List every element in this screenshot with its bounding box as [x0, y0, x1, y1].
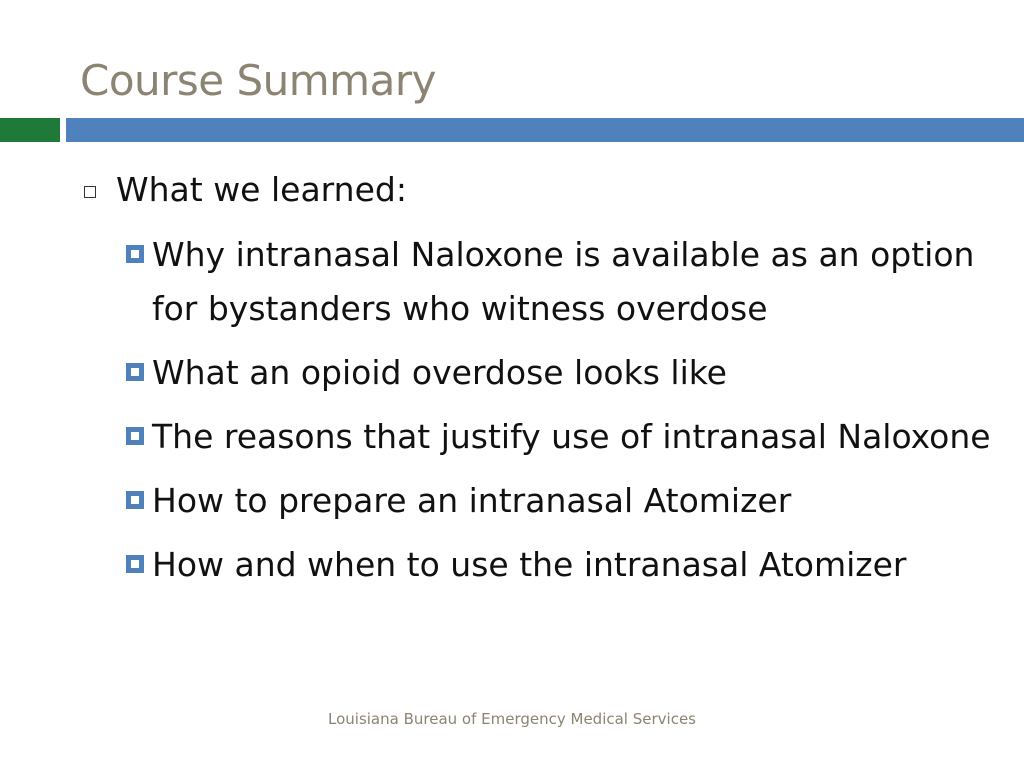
sub-bullet-text: The reasons that justify use of intranasal Naloxone [152, 417, 991, 456]
sub-bullet-text: How to prepare an intranasal Atomizer [152, 481, 792, 520]
sub-bullet-text: What an opioid overdose looks like [152, 353, 727, 392]
green-accent-bar [0, 118, 60, 142]
sub-bullet-item [120, 410, 1000, 464]
hollow-square-icon [84, 186, 96, 198]
sub-bullet-list [120, 228, 1000, 602]
blue-accent-bar [66, 118, 1024, 142]
blue-square-bullet-icon [126, 555, 144, 573]
blue-square-bullet-icon [126, 245, 144, 263]
blue-square-bullet-icon [126, 491, 144, 509]
blue-square-bullet-icon [126, 363, 144, 381]
sub-bullet-item [120, 228, 1000, 336]
footer-text: Louisiana Bureau of Emergency Medical Services [328, 710, 696, 728]
sub-bullet-item [120, 474, 1000, 528]
bullet-text: What we learned: [116, 170, 407, 209]
sub-bullet-item [120, 538, 1000, 592]
bullet-what-we-learned [84, 170, 407, 209]
sub-bullet-item [120, 346, 1000, 400]
sub-bullet-text: How and when to use the intranasal Atomizer [152, 545, 907, 584]
slide-title: Course Summary [80, 56, 436, 105]
sub-bullet-text: Why intranasal Naloxone is available as an option for bystanders who witness overdose [152, 235, 975, 328]
blue-square-bullet-icon [126, 427, 144, 445]
